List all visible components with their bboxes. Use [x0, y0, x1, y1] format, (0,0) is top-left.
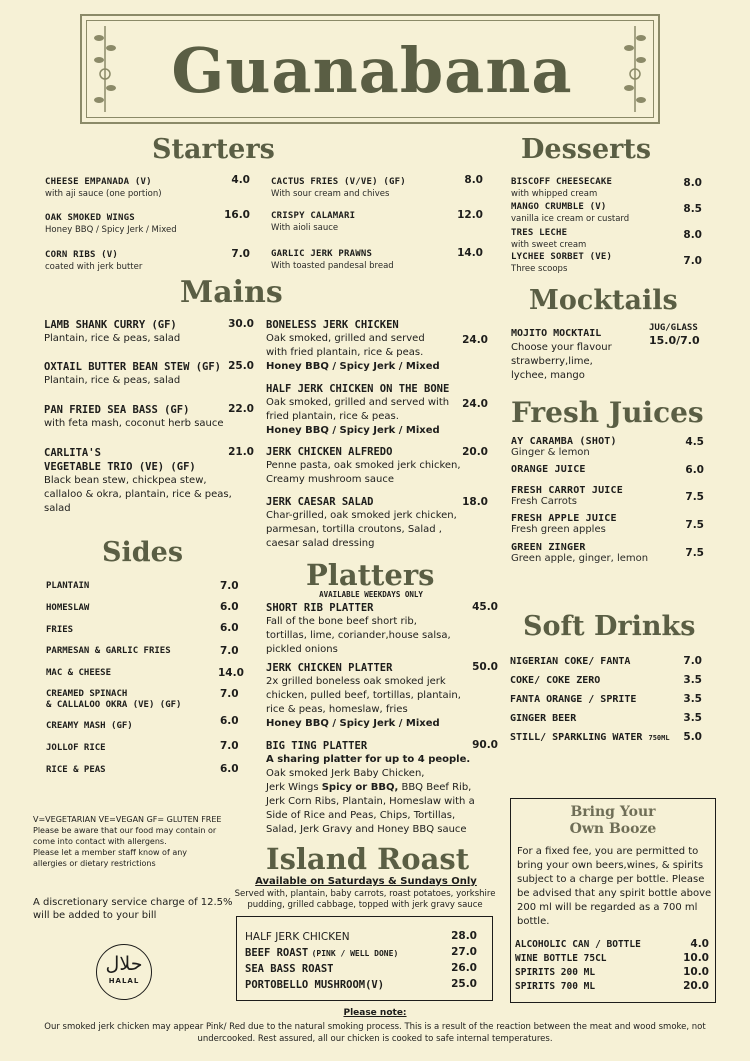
- byob-item: SPIRITS 200 ML: [515, 967, 596, 978]
- halal-arabic-text: حلال: [105, 953, 143, 975]
- menu-item: AY CARAMBA (SHOT) Ginger & lemon: [511, 436, 617, 458]
- item-price: 4.0: [690, 938, 709, 950]
- item-price: 14.0: [457, 247, 483, 259]
- item-price: 7.0: [220, 580, 239, 592]
- menu-item: ORANGE JUICE: [511, 464, 586, 475]
- menu-item: CHEESE EMPANADA (V) with aji sauce (one portion): [45, 177, 162, 199]
- item-price: 14.0: [218, 667, 244, 679]
- item-price: 12.0: [457, 209, 483, 221]
- menu-item: BONELESS JERK CHICKEN Oak smoked, grilled and served with fried plantain, rice & peas. Honey BBQ / Spicy Jerk / Mixed: [266, 319, 440, 372]
- drink-item: COKE/ COKE ZERO: [510, 675, 601, 686]
- fresh-juices-heading: Fresh Juices: [511, 396, 704, 429]
- service-charge-note: A discretionary service charge of 12.5% will be added to your bill: [33, 897, 233, 921]
- byob-item: WINE BOTTLE 75CL: [515, 953, 607, 964]
- menu-item: FRESH CARROT JUICE Fresh Carrots: [511, 485, 623, 507]
- soft-drinks-heading: Soft Drinks: [523, 611, 696, 642]
- menu-item: JERK CHICKEN ALFREDO Penne pasta, oak smoked jerk chicken, Creamy mushroom sauce: [266, 446, 461, 485]
- item-price: 15.0/7.0: [649, 334, 700, 347]
- item-price: 50.0: [472, 661, 498, 673]
- drink-item: FANTA ORANGE / SPRITE: [510, 694, 637, 705]
- item-price: 4.0: [231, 174, 250, 186]
- menu-item: GREEN ZINGER Green apple, ginger, lemon: [511, 542, 649, 564]
- byob-item: ALCOHOLIC CAN / BOTTLE: [515, 939, 641, 950]
- item-price: 10.0: [683, 952, 709, 964]
- item-price: 10.0: [683, 966, 709, 978]
- platters-heading: Platters: [306, 558, 435, 592]
- item-price: 7.0: [220, 688, 239, 700]
- menu-item: TRES LECHE with sweet cream: [511, 228, 587, 250]
- menu-item: CARLITA'S VEGETABLE TRIO (VE) (GF) Black bean stew, chickpea stew, callaloo & okra, plantain, rice & peas, salad: [44, 447, 232, 514]
- item-price: 18.0: [462, 496, 488, 508]
- item-price: 22.0: [228, 403, 254, 415]
- starters-heading: Starters: [152, 134, 275, 165]
- menu-item: OXTAIL BUTTER BEAN STEW (GF) Plantain, rice & peas, salad: [44, 361, 222, 386]
- item-price: 6.0: [220, 715, 239, 727]
- item-price: 6.0: [220, 622, 239, 634]
- item-price: 8.0: [683, 177, 702, 189]
- item-price: 5.0: [683, 731, 702, 743]
- side-item: RICE & PEAS: [46, 765, 106, 775]
- roast-item: HALF JERK CHICKEN: [245, 931, 350, 943]
- item-price: 24.0: [462, 398, 488, 410]
- menu-item: OAK SMOKED WINGS Honey BBQ / Spicy Jerk / Mixed: [45, 213, 177, 235]
- menu-item: FRESH APPLE JUICE Fresh green apples: [511, 513, 617, 535]
- byob-box: [510, 798, 716, 1003]
- drink-item: STILL/ SPARKLING WATER 750ML: [510, 732, 670, 743]
- menu-item: GARLIC JERK PRAWNS With toasted pandesal bread: [271, 249, 394, 271]
- please-note-text: Our smoked jerk chicken may appear Pink/ Red due to the natural smoking process. This is a result of the reaction between the meat and wood smoke, not undercooked. Rest assured, all our chicken is cooked to safe internal temperatures.: [44, 1022, 706, 1044]
- byob-description: For a fixed fee, you are permitted to bring your own beers,wines, & spirits subject to a charge per bottle. Please be advised that any spirit bottle above 200 ml will be regarded as a 700 ml bottle.: [517, 846, 712, 927]
- item-price: 90.0: [472, 739, 498, 751]
- platters-availability: AVAILABLE WEEKDAYS ONLY: [319, 590, 423, 599]
- drink-item: NIGERIAN COKE/ FANTA: [510, 656, 631, 667]
- item-price: 7.0: [220, 645, 239, 657]
- item-price: 27.0: [451, 946, 477, 958]
- side-item: JOLLOF RICE: [46, 743, 106, 753]
- desserts-heading: Desserts: [521, 134, 652, 165]
- roast-item: BEEF ROAST (PINK / WELL DONE): [245, 947, 399, 959]
- byob-item: SPIRITS 700 ML: [515, 981, 596, 992]
- menu-item: CRISPY CALAMARI With aioli sauce: [271, 211, 356, 233]
- item-price: 24.0: [462, 334, 488, 346]
- item-price: 7.5: [685, 547, 704, 559]
- menu-item: MOJITO MOCKTAIL Choose your flavour strawberry,lime, lychee, mango: [511, 328, 612, 381]
- sides-heading: Sides: [102, 537, 184, 568]
- item-price: 7.0: [683, 655, 702, 667]
- island-roast-description: Served with, plantain, baby carrots, roast potatoes, yorkshire pudding, grilled cabbage, topped with jerk gravy sauce: [234, 889, 496, 910]
- item-price: 7.5: [685, 491, 704, 503]
- drink-item: GINGER BEER: [510, 713, 577, 724]
- menu-item: BISCOFF CHEESECAKE with whipped cream: [511, 177, 613, 199]
- roast-item: PORTOBELLO MUSHROOM(V): [245, 979, 385, 991]
- item-price: 3.5: [683, 674, 702, 686]
- dietary-note: V=VEGETARIAN VE=VEGAN GF= GLUTEN FREE Please be aware that our food may contain or come into contact with allergens. Please let a member staff know of any allergies or dietary restrictions: [33, 815, 222, 868]
- island-roast-availability: Available on Saturdays & Sundays Only: [255, 876, 477, 887]
- item-price: 4.5: [685, 436, 704, 448]
- menu-item: JERK CHICKEN PLATTER 2x grilled boneless oak smoked jerk chicken, pulled beef, tortillas, plantain, rice & peas, homeslaw, fries Honey BBQ / Spicy Jerk / Mixed: [266, 662, 461, 729]
- item-price: 25.0: [228, 360, 254, 372]
- restaurant-title: Guanabana: [171, 34, 573, 107]
- item-price: 20.0: [683, 980, 709, 992]
- side-item: HOMESLAW: [46, 603, 90, 613]
- item-price: 8.5: [683, 203, 702, 215]
- menu-item: LYCHEE SORBET (VE) Three scoops: [511, 252, 613, 274]
- roast-item: SEA BASS ROAST: [245, 963, 334, 975]
- item-price: 30.0: [228, 318, 254, 330]
- item-price: 7.0: [683, 255, 702, 267]
- item-price: 26.0: [451, 962, 477, 974]
- mocktails-heading: Mocktails: [529, 285, 678, 316]
- item-price: 6.0: [220, 601, 239, 613]
- side-item: PLANTAIN: [46, 581, 90, 591]
- island-roast-heading: Island Roast: [266, 842, 470, 876]
- mains-heading: Mains: [180, 275, 283, 310]
- item-price: 45.0: [472, 601, 498, 613]
- byob-heading: Bring Your Own Booze: [569, 804, 657, 837]
- side-item: CREAMED SPINACH & CALLALOO OKRA (VE) (GF): [46, 689, 182, 710]
- menu-item: HALF JERK CHICKEN ON THE BONE Oak smoked, grilled and served with fried plantain, rice & peas. Honey BBQ / Spicy Jerk / Mixed: [266, 383, 450, 436]
- side-item: MAC & CHEESE: [46, 668, 112, 678]
- please-note-heading: Please note:: [343, 1008, 407, 1018]
- jug-glass-label: JUG/GLASS: [649, 323, 698, 333]
- menu-header: [80, 14, 660, 124]
- item-price: 20.0: [462, 446, 488, 458]
- item-price: 6.0: [220, 763, 239, 775]
- item-price: 7.0: [231, 248, 250, 260]
- menu-item: CACTUS FRIES (V/VE) (GF) With sour cream and chives: [271, 177, 406, 199]
- side-item: PARMESAN & GARLIC FRIES: [46, 646, 171, 656]
- menu-item: SHORT RIB PLATTER Fall of the bone beef short rib, tortillas, lime, coriander,house salsa, pickled onions: [266, 602, 451, 655]
- menu-item: JERK CAESAR SALAD Char-grilled, oak smoked jerk chicken, parmesan, tortilla croutons, Salad , caesar salad dressing: [266, 496, 457, 549]
- halal-badge: [96, 944, 152, 1000]
- item-price: 7.5: [685, 519, 704, 531]
- side-item: CREAMY MASH (GF): [46, 721, 133, 731]
- island-roast-box: [236, 916, 493, 1001]
- item-price: 3.5: [683, 693, 702, 705]
- item-price: 7.0: [220, 740, 239, 752]
- item-price: 8.0: [464, 174, 483, 186]
- menu-item: CORN RIBS (V) coated with jerk butter: [45, 250, 143, 272]
- item-price: 3.5: [683, 712, 702, 724]
- menu-item: BIG TING PLATTER A sharing platter for up to 4 people. Oak smoked Jerk Baby Chicken, Jerk Wings Spicy or BBQ, BBQ Beef Rib, Jerk Corn Ribs, Plantain, Homeslaw with a Side of Rice and Peas, Chips, Tortillas, Salad, Jerk Gravy and Honey BBQ sauce: [266, 740, 475, 835]
- menu-item: MANGO CRUMBLE (V) vanilla ice cream or custard: [511, 202, 630, 224]
- item-price: 8.0: [683, 229, 702, 241]
- item-price: 28.0: [451, 930, 477, 942]
- halal-label: HALAL: [108, 977, 140, 985]
- menu-item: LAMB SHANK CURRY (GF) Plantain, rice & peas, salad: [44, 319, 181, 344]
- item-price: 25.0: [451, 978, 477, 990]
- item-price: 21.0: [228, 446, 254, 458]
- item-price: 16.0: [224, 209, 250, 221]
- item-price: 6.0: [685, 464, 704, 476]
- menu-item: PAN FRIED SEA BASS (GF) with feta mash, coconut herb sauce: [44, 404, 224, 429]
- side-item: FRIES: [46, 625, 74, 635]
